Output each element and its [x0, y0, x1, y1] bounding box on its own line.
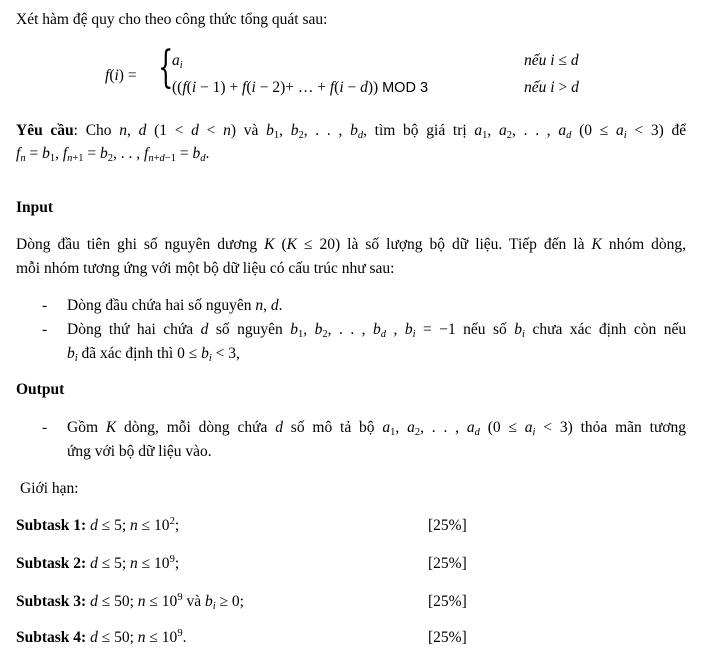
subtask-1: Subtask 1: d ≤ 5; $n \le 10^2$;: [16, 516, 180, 534]
output-line-1: Gồm K dòng, mỗi dòng chứa d số mô tả bộ $a_1$, $a_2$, . . , $a_d$ $(0 \le a_i < 3)$ thỏa mãn tương: [67, 419, 687, 438]
case2-condition-word: nếu: [524, 79, 547, 96]
intro-text: Xét hàm đệ quy cho theo công thức tổng quát sau:: [16, 11, 328, 28]
subtask-2: Subtask 2: d ≤ 5; $n \le 10^9$;: [16, 554, 180, 572]
case1-condition-word: nếu: [524, 52, 547, 69]
subtask-4-score: [25%]: [428, 629, 467, 646]
subtask-3: Subtask 3: d ≤ 50; $n \le 10^9$ và $b_i \ge 0$;: [16, 592, 244, 612]
input-line-1: Dòng đầu tiên ghi số nguyên dương K (K ≤ 20) là số lượng bộ dữ liệu. Tiếp đến là K nhóm dòng,: [16, 236, 686, 253]
input-bullet-2: Dòng thứ hai chứa d số nguyên $b_1$, $b_2$, . . , $b_d$ , $b_i = -1$ nếu số $b_i$ chưa xác định còn nếu: [67, 321, 687, 340]
subtask-4: Subtask 4: d ≤ 50; $n \le 10^9$.: [16, 628, 187, 646]
mod-label: MOD 3: [382, 80, 429, 96]
requirement-line-1: Yêu cầu: Cho n, d (1 < d < n) và $b_1$, $b_2$, . . , $b_d$, tìm bộ giá trị $a_1$, $a_2$, . . , $a_d$ $(0 \le a_i < 3)$ để: [16, 122, 687, 141]
subtask-2-score: [25%]: [428, 555, 467, 572]
input-heading: Input: [16, 199, 54, 216]
output-line-2: ứng với bộ dữ liệu vào.: [67, 443, 212, 460]
subtask-3-score: [25%]: [428, 593, 467, 610]
input-bullet-2-cont: $b_i$ đã xác định thì $0 \le b_i < 3$,: [67, 345, 240, 364]
input-bullet-1: Dòng đầu chứa hai số nguyên n, d.: [67, 297, 283, 314]
requirement-line-2: $f_n = b_1$, $f_{n+1} = b_2$, . . , $f_{n+d-1} = b_d$.: [16, 145, 210, 164]
subtask-1-score: [25%]: [428, 517, 467, 534]
requirement-label: Yêu cầu: [16, 122, 74, 139]
output-heading: Output: [16, 381, 65, 398]
problem-statement: Xét hàm đệ quy cho theo công thức tổng quát sau: f(i) = { $a_i$ ((f(i − 1) + f(i − 2)+ … + f(i − d)) MOD 3 nếu i ≤ d nếu i > d Yêu cầu: Cho n, d (1 < d < n) và $b_1$, $b_2$, . . , $b_d$, tìm bộ giá trị $a_1$, $a_2$, . . , $a_d$ $(0 \le a_i < 3)$ để $f_n = b_1$, $f_{n+1} = b_2$, . . , $f_{n+d-1} = b_d$. Input Dòng đầu tiên ghi số nguyên dương K (K ≤ 20) là số lượng bộ dữ liệu. Tiếp đến là K nhóm dòng, mỗi nhóm tương ứng với một bộ dữ liệu có cấu trúc như sau: - Dòng đầu chứa hai số nguyên n, d. - Dòng thứ hai chứa d số nguyên $b_1$, $b_2$, . . , $b_d$ , $b_i = -1$ nếu số $b_i$ chưa xác định còn nếu $b_i$ đã xác định thì $0 \le b_i < 3$, Output - Gồm K dòng, mỗi dòng chứa d số mô tả bộ $a_1$, $a_2$, . . , $a_d$ $(0 \le a_i < 3)$ thỏa mãn tương ứng với bộ dữ liệu vào. Giới hạn: Subtask 1: d ≤ 5; $n \le 10^2$; [25%] Subtask 2: d ≤ 5; $n \le 10^9$; [25%] Subtask 3: d ≤ 50; $n \le 10^9$ và $b_i \ge 0$; [25%] Subtask 4: d ≤ 50; $n \le 10^9$. [25%]: [16, 11, 687, 646]
limits-heading: Giới hạn:: [20, 480, 79, 497]
input-line-2: mỗi nhóm tương ứng với một bộ dữ liệu có cấu trúc như sau:: [16, 260, 395, 277]
